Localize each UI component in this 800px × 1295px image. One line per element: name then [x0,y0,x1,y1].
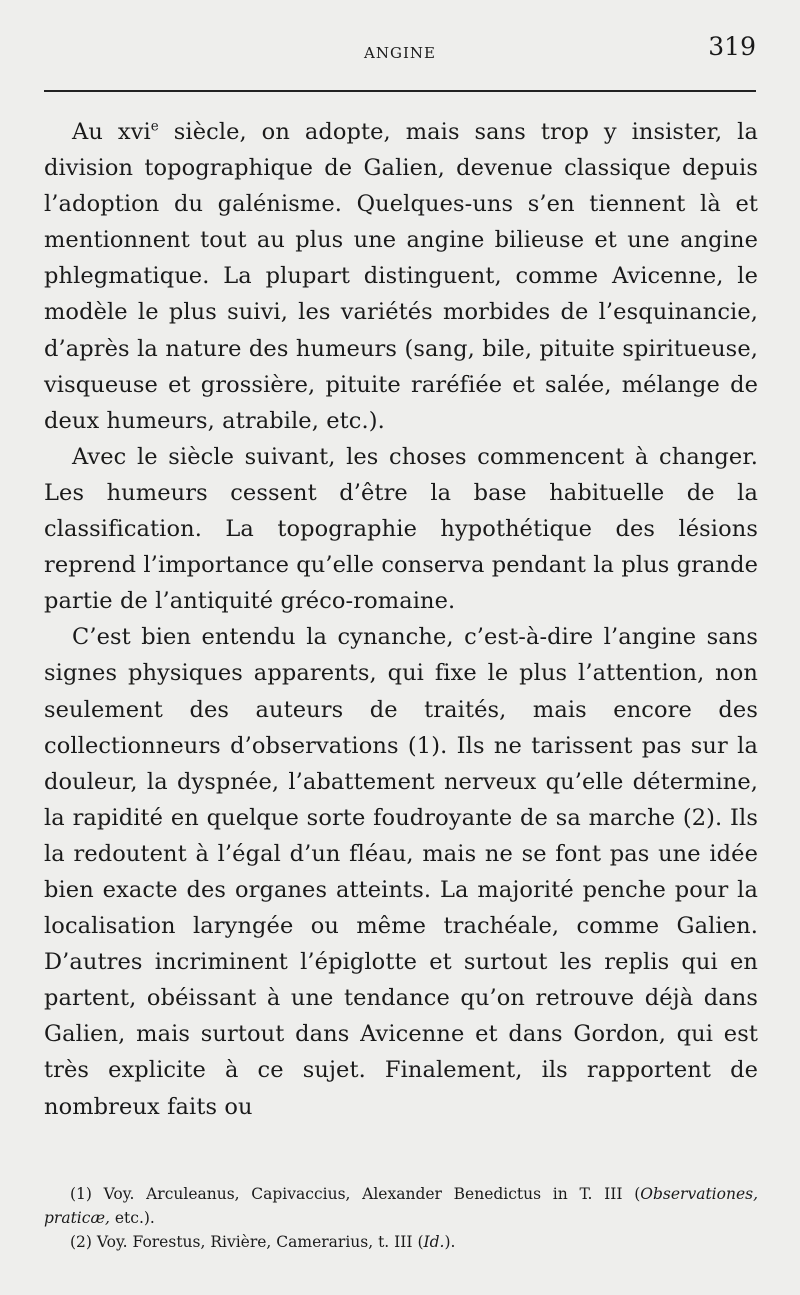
footnote-2-end: ). [444,1233,456,1251]
footnote-1-text: (1) Voy. Arculeanus, Capivaccius, Alexander Benedictus in T. III ( [70,1185,641,1203]
footnote-1-italic: Observationes, praticæ, [44,1185,758,1227]
paragraph-1-rest: siècle, on adopte, mais sans trop y insister, la division topographique de Galien, devenue classique depuis l’adoption du galénisme. Quelques-uns s’en tiennent là et mentionnent tout au plus une angine bilieuse et une angine phlegmatique. La plupart distinguent, comme Avicenne, le modèle le plus suivi, les variétés morbides de l’esquinancie, d’après la nature des humeurs (sang, bile, pituite spiritueuse, visqueuse et grossière, pituite raréfiée et salée, mélange de deux humeurs, atrabile, etc.). [44,119,758,434]
paragraph-1 [44,114,758,439]
header-rule [44,90,756,92]
footnote-2 [44,1230,758,1254]
footnote-2-text: (2) Voy. Forestus, Rivière, Camerarius, t. III ( [70,1233,424,1251]
paragraph-3: C’est bien entendu la cynanche, c’est-à-dire l’angine sans signes physiques apparents, qui fixe le plus l’attention, non seulement des auteurs de traités, mais encore des collectionneurs d’observations (1). Ils ne tarissent pas sur la douleur, la dyspnée, l’abattement nerveux qu’elle détermine, la rapidité en quelque sorte foudroyante de sa marche (2). Ils la redoutent à l’égal d’un fléau, mais ne se font pas une idée bien exacte des organes atteints. La majorité penche pour la localisation laryngée ou même trachéale, comme Galien. D’autres incriminent l’épiglotte et surtout les replis qui en partent, obéissant à une tendance qu’on retrouve déjà dans Galien, mais surtout dans Avicenne et dans Gordon, qui est très explicite à ce sujet. Finalement, ils rapportent de nombreux faits ou [44,624,758,1120]
body-text [44,114,758,1125]
page-number: 319 [708,32,756,61]
century-superscript: e [150,118,159,135]
paragraph-1-start: Au xvi [72,119,151,145]
paragraph-2: Avec le siècle suivant, les choses commencent à changer. Les humeurs cessent d’être la base habituelle de la classification. La topographie hypothétique des lésions reprend l’importance qu’elle conserva pendant la plus grande partie de l’antiquité gréco-romaine. [44,443,758,615]
footnote-1-end: etc.). [109,1209,155,1227]
footnotes [44,1182,758,1254]
running-title: ANGINE [364,44,436,62]
footnote-2-italic: Id. [423,1233,445,1251]
footnote-1 [44,1182,758,1230]
